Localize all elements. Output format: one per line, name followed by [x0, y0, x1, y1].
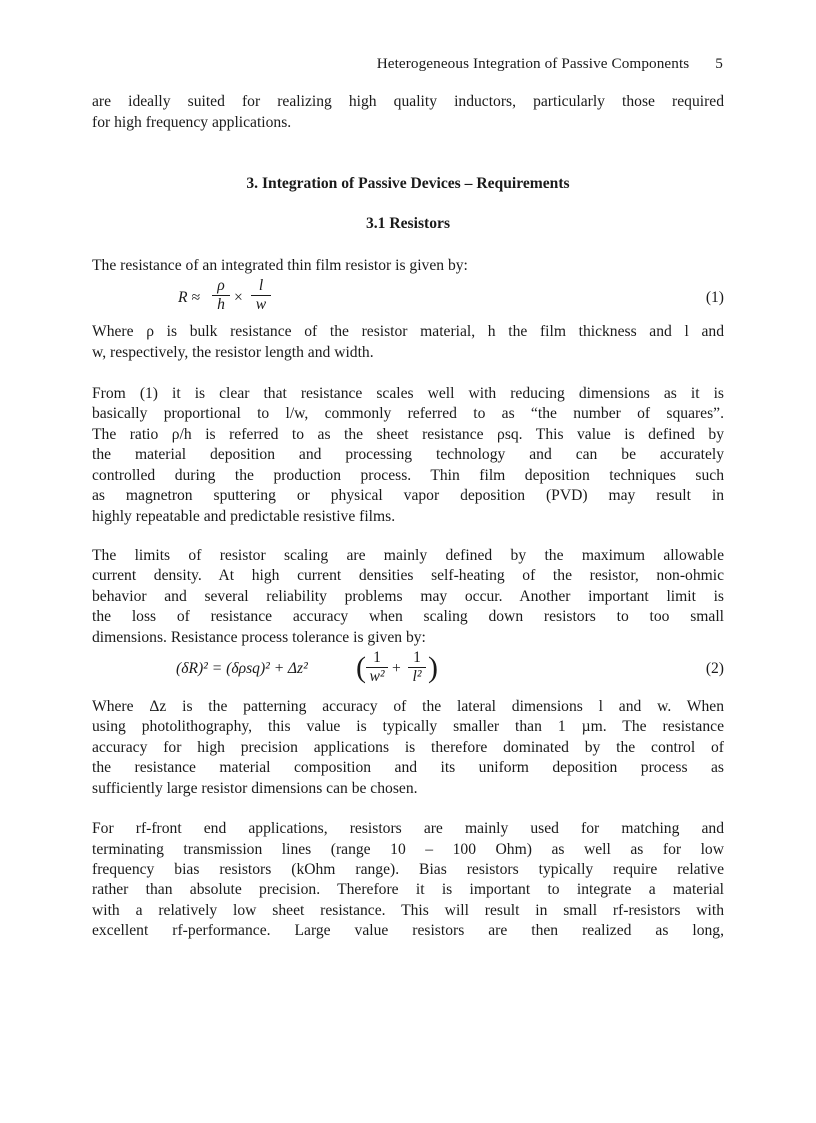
equation-1 — [0, 276, 816, 324]
eq1-times: × — [234, 289, 243, 306]
text-line: rather than absolute precision. Therefore it is important to integrate a material — [92, 881, 724, 898]
text-line: behavior and several reliability problems may occur. Another important limit is — [92, 588, 724, 605]
equation-number: (2) — [705, 660, 724, 677]
text-line: frequency bias resistors (kOhm range). Bias resistors typically require relative — [92, 861, 724, 878]
text-line: controlled during the production process. Thin film deposition techniques such — [92, 467, 724, 484]
text-line: are ideally suited for realizing high quality inductors, particularly those required — [92, 93, 724, 110]
eq2-lhs: (δR)² = (δρsq)² + Δz² — [176, 660, 308, 677]
text-line: The limits of resistor scaling are mainly defined by the maximum allowable — [92, 547, 724, 564]
subsection-heading: 3.1 Resistors — [365, 215, 451, 232]
text-line: using photolithography, this value is typically smaller than 1 µm. The resistance — [92, 718, 724, 735]
text-line: with a relatively low sheet resistance. This will result in small rf-resistors with — [92, 902, 724, 919]
text-line: Where ρ is bulk resistance of the resistor material, h the film thickness and l and — [92, 323, 724, 340]
equation-2 — [0, 648, 816, 694]
eq2-plus: + — [392, 660, 401, 677]
eq1-fraction-rho-h — [212, 278, 230, 313]
text-line: as magnetron sputtering or physical vapor deposition (PVD) may result in — [92, 487, 724, 504]
text-line: accuracy for high precision applications is therefore dominated by the control of — [92, 739, 724, 756]
eq1-frac1-denominator: h — [217, 296, 225, 313]
left-paren: ( — [356, 651, 366, 684]
right-paren: ) — [428, 651, 438, 684]
eq2-fraction-1-w2 — [366, 650, 388, 685]
text-line: For rf-front end applications, resistors are mainly used for matching and — [92, 820, 724, 837]
running-header — [377, 55, 723, 73]
text-line: From (1) it is clear that resistance scales well with reducing dimensions as it is — [92, 385, 724, 402]
eq1-frac1-numerator: ρ — [217, 277, 225, 294]
section-heading: 3. Integration of Passive Devices – Requirements — [246, 175, 570, 192]
text-line: the material deposition and processing technology and can be accurately — [92, 446, 724, 463]
eq2-frac2-numerator: 1 — [413, 649, 421, 666]
eq1-frac2-numerator: l — [258, 277, 264, 294]
equation-number: (1) — [705, 289, 724, 306]
text-line: Where Δz is the patterning accuracy of the lateral dimensions l and w. When — [92, 698, 724, 715]
text-line: w, respectively, the resistor length and width. — [92, 344, 374, 361]
eq2-frac2-denominator: l² — [412, 668, 422, 685]
text-line: excellent rf-performance. Large value resistors are then realized as long, — [92, 922, 724, 939]
text-line: The ratio ρ/h is referred to as the sheet resistance ρsq. This value is defined by — [92, 426, 724, 443]
eq1-fraction-l-w — [251, 278, 271, 313]
text-line: The resistance of an integrated thin film resistor is given by: — [92, 257, 468, 274]
text-line: the resistance material composition and its uniform deposition process as — [92, 759, 724, 776]
text-line: dimensions. Resistance process tolerance is given by: — [92, 629, 426, 646]
text-line: current density. At high current densities self-heating of the resistor, non-ohmic — [92, 567, 724, 584]
text-line: for high frequency applications. — [92, 114, 292, 131]
text-line: the loss of resistance accuracy when scaling down resistors to too small — [92, 608, 724, 625]
eq1-frac2-denominator: w — [255, 296, 267, 313]
eq1-lhs: R ≈ — [178, 289, 200, 306]
text-line: highly repeatable and predictable resistive films. — [92, 508, 396, 525]
text-line: sufficiently large resistor dimensions can be chosen. — [92, 780, 418, 797]
text-line: basically proportional to l/w, commonly referred to as “the number of squares”. — [92, 405, 724, 422]
running-title: Heterogeneous Integration of Passive Components — [376, 55, 690, 72]
text-line: terminating transmission lines (range 10 – 100 Ohm) as well as for low — [92, 841, 724, 858]
eq2-frac1-denominator: w² — [369, 668, 385, 685]
eq2-fraction-1-l2 — [408, 650, 426, 685]
eq2-frac1-numerator: 1 — [373, 649, 381, 666]
page-number: 5 — [715, 55, 723, 72]
